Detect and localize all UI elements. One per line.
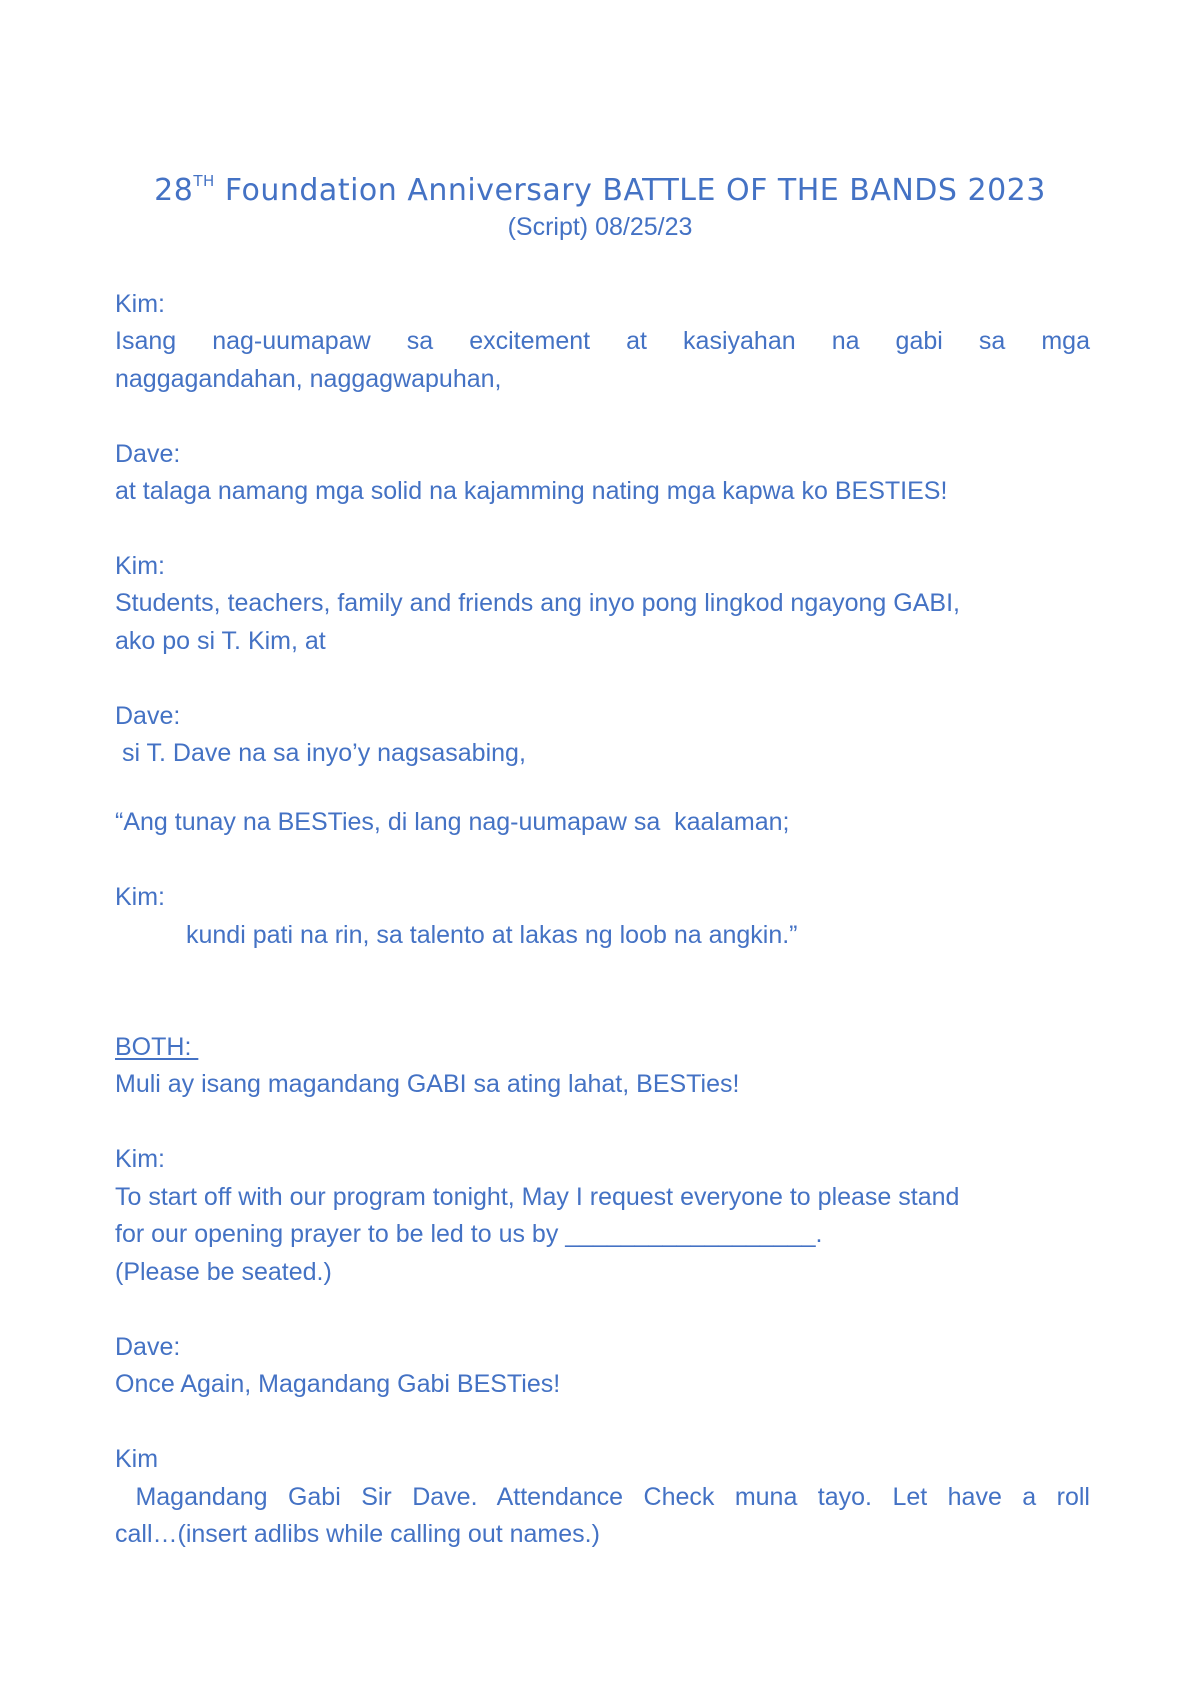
stage-direction: (Please be seated.)	[115, 1258, 332, 1286]
script-line: Magandang Gabi Sir Dave. Attendance Check muna tayo. Let have a roll	[115, 1483, 1090, 1511]
script-line: call…(insert adlibs while calling out names.)	[115, 1520, 600, 1548]
speaker-label: Kim:	[115, 1145, 165, 1173]
script-line: si T. Dave na sa inyo’y nagsasabing,	[115, 739, 526, 767]
script-line: for our opening prayer to be led to us by __________________.	[115, 1220, 823, 1248]
speaker-label: Dave:	[115, 1333, 181, 1361]
speaker-label-both: BOTH:	[115, 1033, 199, 1061]
title-number: 28	[154, 173, 194, 208]
script-line: naggagandahan, naggagwapuhan,	[115, 365, 502, 393]
speaker-label: Kim	[115, 1445, 159, 1473]
script-line: Isang nag-uumapaw sa excitement at kasiyahan na gabi sa mga	[115, 327, 1090, 355]
title-text: Foundation Anniversary BATTLE OF THE BANDS 2023	[214, 173, 1046, 208]
script-line: at talaga namang mga solid na kajamming nating mga kapwa ko BESTIES!	[115, 477, 948, 505]
speaker-label: Dave:	[115, 440, 181, 468]
script-line: To start off with our program tonight, May I request everyone to please stand	[115, 1183, 960, 1211]
speaker-label: Kim:	[115, 883, 165, 911]
document-subtitle: (Script) 08/25/23	[507, 213, 693, 241]
script-line: Students, teachers, family and friends ang inyo pong lingkod ngayong GABI,	[115, 589, 960, 617]
title-superscript: TH	[193, 172, 215, 190]
script-line: Once Again, Magandang Gabi BESTies!	[115, 1370, 561, 1398]
script-line: Muli ay isang magandang GABI sa ating lahat, BESTies!	[115, 1070, 740, 1098]
quote-line: “Ang tunay na BESTies, di lang nag-uumapaw sa kaalaman;	[115, 808, 790, 836]
speaker-label: Kim:	[115, 552, 165, 580]
script-line: ako po si T. Kim, at	[115, 627, 326, 655]
document-title	[0, 164, 1200, 211]
speaker-label: Dave:	[115, 702, 181, 730]
quote-line: kundi pati na rin, sa talento at lakas ng loob na angkin.”	[186, 921, 798, 949]
speaker-label: Kim:	[115, 290, 165, 318]
